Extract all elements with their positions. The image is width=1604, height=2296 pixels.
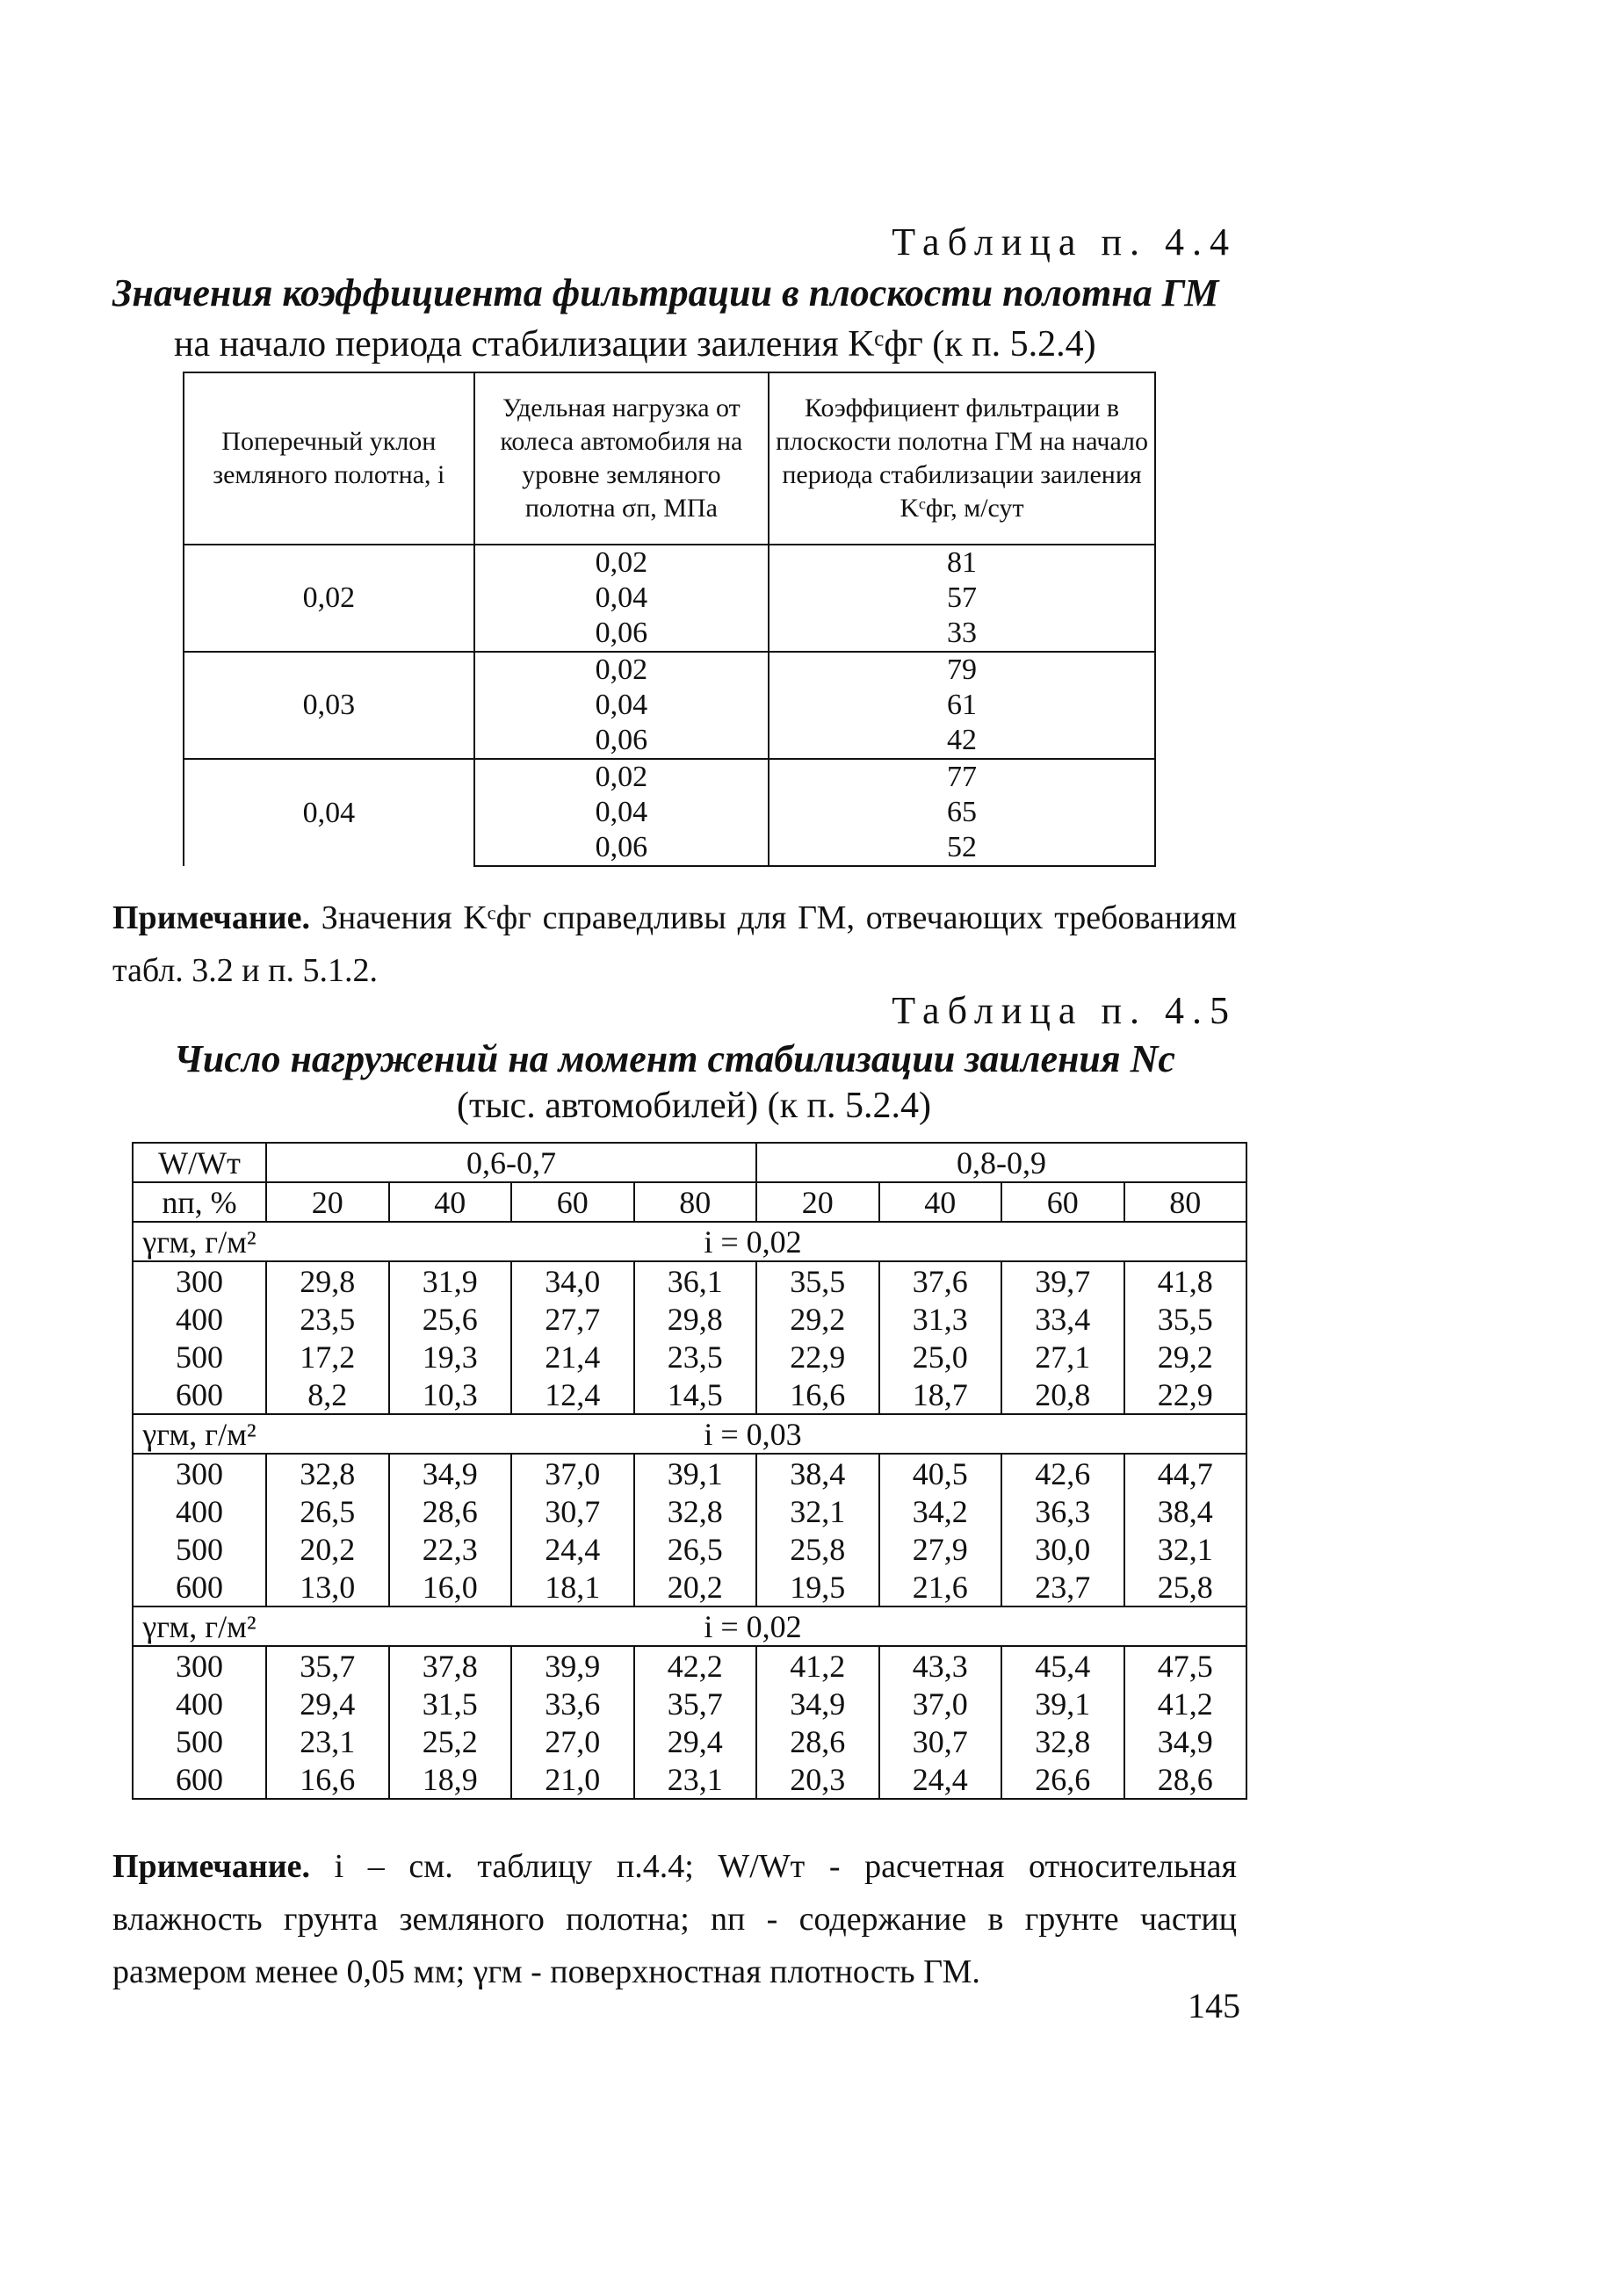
- t45-np-value: 80: [1124, 1182, 1247, 1222]
- t45-cell: 45,4: [1001, 1646, 1124, 1685]
- t45-cell: 22,3: [389, 1530, 512, 1568]
- t45-np-value: 60: [511, 1182, 634, 1222]
- t45-cell: 32,8: [634, 1492, 757, 1530]
- t45-cell: 34,9: [1124, 1722, 1247, 1760]
- t45-cell: 21,4: [511, 1338, 634, 1375]
- table-row: [133, 1261, 1246, 1300]
- t45-np-value: 40: [879, 1182, 1002, 1222]
- t45-gamma-value: 400: [133, 1685, 266, 1722]
- t45-cell: 25,8: [1124, 1568, 1247, 1606]
- table-row: [184, 545, 1155, 581]
- t45-cell: 16,6: [756, 1375, 879, 1414]
- table-row: [133, 1454, 1246, 1492]
- t45-cell: 36,1: [634, 1261, 757, 1300]
- table-row: [133, 1646, 1246, 1685]
- t45-cell: 31,5: [389, 1685, 512, 1722]
- t45-cell: 13,0: [266, 1568, 389, 1606]
- t45-cell: 41,2: [1124, 1685, 1247, 1722]
- t45-gamma-value: 300: [133, 1454, 266, 1492]
- t44-header-load: Удельная нагрузка от колеса автомобиля на уровне земляного полотна σп, МПа: [474, 372, 769, 545]
- t45-cell: 20,2: [266, 1530, 389, 1568]
- note-label: Примечание.: [112, 1848, 310, 1885]
- t45-cell: 21,6: [879, 1568, 1002, 1606]
- table-row: [184, 759, 1155, 795]
- t44-coef: 79: [769, 652, 1155, 688]
- t45-cell: 22,9: [756, 1338, 879, 1375]
- t45-cell: 41,2: [756, 1646, 879, 1685]
- t45-np-label: nп, %: [133, 1182, 266, 1222]
- table-4-5-subtitle: (тыс. автомобилей) (к п. 5.2.4): [457, 1086, 931, 1126]
- t44-slope: 0,03: [184, 652, 474, 759]
- table-row: [133, 1568, 1246, 1606]
- t45-cell: 30,7: [511, 1492, 634, 1530]
- t44-coef: 33: [769, 616, 1155, 652]
- t45-cell: 12,4: [511, 1375, 634, 1414]
- t45-cell: 8,2: [266, 1375, 389, 1414]
- t45-gamma-value: 600: [133, 1760, 266, 1799]
- t45-cell: 32,1: [756, 1492, 879, 1530]
- t45-gamma-label: γгм, г/м²: [142, 1608, 256, 1644]
- t45-gamma-value: 500: [133, 1338, 266, 1375]
- t45-block-header: [133, 1222, 1246, 1261]
- t45-cell: 25,2: [389, 1722, 512, 1760]
- t45-cell: 35,5: [756, 1261, 879, 1300]
- table-subheader-row: [133, 1414, 1246, 1454]
- t44-coef: 52: [769, 830, 1155, 866]
- t45-cell: 32,1: [1124, 1530, 1247, 1568]
- t45-cell: 27,9: [879, 1530, 1002, 1568]
- t45-cell: 33,6: [511, 1685, 634, 1722]
- table-4-5: [132, 1142, 1247, 1800]
- t45-cell: 30,0: [1001, 1530, 1124, 1568]
- t45-block-header: [133, 1414, 1246, 1454]
- t45-cell: 31,9: [389, 1261, 512, 1300]
- t45-i-label: i = 0,03: [704, 1416, 802, 1452]
- t45-w-label: W/Wт: [133, 1143, 266, 1182]
- table-header-row: [133, 1182, 1246, 1222]
- t45-cell: 16,0: [389, 1568, 512, 1606]
- note-text: i – см. таблицу п.4.4; W/Wт - расчетная относительная влажность грунта земляного полотна; nп - содержание в грунте частиц размером менее 0,05 мм; γгм - поверхностная плотность ГМ.: [112, 1848, 1238, 1990]
- t45-cell: 32,8: [266, 1454, 389, 1492]
- t45-cell: 24,4: [879, 1760, 1002, 1799]
- t45-cell: 37,0: [511, 1454, 634, 1492]
- t45-cell: 14,5: [634, 1375, 757, 1414]
- t45-gamma-value: 500: [133, 1722, 266, 1760]
- t45-cell: 16,6: [266, 1760, 389, 1799]
- t44-slope: 0,02: [184, 545, 474, 652]
- t44-load: 0,02: [474, 759, 769, 795]
- t45-cell: 18,9: [389, 1760, 512, 1799]
- t45-cell: 23,1: [266, 1722, 389, 1760]
- t45-cell: 42,2: [634, 1646, 757, 1685]
- t45-cell: 20,2: [634, 1568, 757, 1606]
- t45-cell: 26,5: [266, 1492, 389, 1530]
- t45-cell: 10,3: [389, 1375, 512, 1414]
- t45-cell: 37,0: [879, 1685, 1002, 1722]
- t45-cell: 22,9: [1124, 1375, 1247, 1414]
- t44-slope: 0,04: [184, 759, 474, 866]
- t45-np-value: 20: [266, 1182, 389, 1222]
- t45-gamma-value: 300: [133, 1646, 266, 1685]
- table-row: [133, 1338, 1246, 1375]
- table-row: [133, 1760, 1246, 1799]
- t45-cell: 38,4: [756, 1454, 879, 1492]
- t45-cell: 21,0: [511, 1760, 634, 1799]
- t45-cell: 35,5: [1124, 1300, 1247, 1338]
- t44-coef: 65: [769, 795, 1155, 830]
- t45-block-header: [133, 1606, 1246, 1646]
- t45-gamma-value: 600: [133, 1568, 266, 1606]
- t45-cell: 23,5: [266, 1300, 389, 1338]
- t45-cell: 29,2: [1124, 1338, 1247, 1375]
- t45-cell: 39,9: [511, 1646, 634, 1685]
- t45-cell: 43,3: [879, 1646, 1002, 1685]
- table-row: [133, 1300, 1246, 1338]
- table-subheader-row: [133, 1222, 1246, 1261]
- t45-cell: 23,5: [634, 1338, 757, 1375]
- t45-cell: 35,7: [266, 1646, 389, 1685]
- t44-coef: 61: [769, 688, 1155, 723]
- t45-cell: 42,6: [1001, 1454, 1124, 1492]
- page-number: 145: [1188, 1986, 1240, 2025]
- t45-cell: 27,1: [1001, 1338, 1124, 1375]
- t45-cell: 34,2: [879, 1492, 1002, 1530]
- t45-cell: 19,3: [389, 1338, 512, 1375]
- t45-gamma-label: γгм, г/м²: [142, 1224, 256, 1260]
- t45-cell: 30,7: [879, 1722, 1002, 1760]
- t45-cell: 44,7: [1124, 1454, 1247, 1492]
- t45-cell: 33,4: [1001, 1300, 1124, 1338]
- table-row: [133, 1375, 1246, 1414]
- t44-load: 0,04: [474, 795, 769, 830]
- t45-gamma-value: 400: [133, 1492, 266, 1530]
- t45-cell: 36,3: [1001, 1492, 1124, 1530]
- table-4-4-caption: Таблица п. 4.4: [892, 220, 1237, 264]
- table-4-4-subtitle: на начало периода стабилизации заиления Kᶜфг (к п. 5.2.4): [174, 324, 1096, 365]
- t45-w-group: 0,6-0,7: [266, 1143, 756, 1182]
- t45-cell: 26,5: [634, 1530, 757, 1568]
- t45-cell: 39,7: [1001, 1261, 1124, 1300]
- t45-cell: 29,4: [634, 1722, 757, 1760]
- t44-load: 0,02: [474, 652, 769, 688]
- t45-cell: 19,5: [756, 1568, 879, 1606]
- t44-load: 0,06: [474, 616, 769, 652]
- t45-cell: 38,4: [1124, 1492, 1247, 1530]
- t44-load: 0,02: [474, 545, 769, 581]
- t45-cell: 34,9: [756, 1685, 879, 1722]
- table-row: [184, 652, 1155, 688]
- table-4-4-note: [112, 892, 1237, 997]
- t44-coef: 57: [769, 581, 1155, 616]
- t44-load: 0,04: [474, 581, 769, 616]
- t45-cell: 35,7: [634, 1685, 757, 1722]
- t45-cell: 40,5: [879, 1454, 1002, 1492]
- t45-cell: 20,8: [1001, 1375, 1124, 1414]
- t45-cell: 39,1: [634, 1454, 757, 1492]
- table-row: [133, 1722, 1246, 1760]
- t45-cell: 18,7: [879, 1375, 1002, 1414]
- t44-load: 0,06: [474, 830, 769, 866]
- table-4-5-caption: Таблица п. 4.5: [892, 989, 1237, 1032]
- t45-cell: 29,2: [756, 1300, 879, 1338]
- t45-cell: 31,3: [879, 1300, 1002, 1338]
- t45-cell: 27,0: [511, 1722, 634, 1760]
- t45-cell: 20,3: [756, 1760, 879, 1799]
- t45-gamma-value: 300: [133, 1261, 266, 1300]
- t45-cell: 18,1: [511, 1568, 634, 1606]
- t45-cell: 37,8: [389, 1646, 512, 1685]
- t45-cell: 39,1: [1001, 1685, 1124, 1722]
- t45-w-group: 0,8-0,9: [756, 1143, 1246, 1182]
- table-header-row: [133, 1143, 1246, 1182]
- t45-cell: 29,8: [634, 1300, 757, 1338]
- t45-gamma-label: γгм, г/м²: [142, 1416, 256, 1452]
- t45-cell: 27,7: [511, 1300, 634, 1338]
- t45-cell: 41,8: [1124, 1261, 1247, 1300]
- t45-np-value: 40: [389, 1182, 512, 1222]
- t45-cell: 34,0: [511, 1261, 634, 1300]
- table-subheader-row: [133, 1606, 1246, 1646]
- t45-cell: 24,4: [511, 1530, 634, 1568]
- t45-cell: 47,5: [1124, 1646, 1247, 1685]
- table-row: [133, 1530, 1246, 1568]
- t45-np-value: 60: [1001, 1182, 1124, 1222]
- t45-cell: 23,7: [1001, 1568, 1124, 1606]
- table-4-4: [183, 372, 1156, 867]
- note-text: Значения Kᶜфг справедливы для ГМ, отвечающих требованиям табл. 3.2 и п. 5.1.2.: [112, 899, 1238, 989]
- t45-np-value: 80: [634, 1182, 757, 1222]
- t44-load: 0,04: [474, 688, 769, 723]
- t45-cell: 28,6: [1124, 1760, 1247, 1799]
- t45-cell: 23,1: [634, 1760, 757, 1799]
- t45-np-value: 20: [756, 1182, 879, 1222]
- t44-load: 0,06: [474, 723, 769, 759]
- t45-cell: 26,6: [1001, 1760, 1124, 1799]
- t45-gamma-value: 600: [133, 1375, 266, 1414]
- t45-cell: 29,4: [266, 1685, 389, 1722]
- t45-cell: 17,2: [266, 1338, 389, 1375]
- t44-coef: 42: [769, 723, 1155, 759]
- t45-cell: 29,8: [266, 1261, 389, 1300]
- table-4-5-title: Число нагружений на момент стабилизации заиления Nc: [174, 1037, 1175, 1080]
- t45-cell: 34,9: [389, 1454, 512, 1492]
- table-row: [133, 1685, 1246, 1722]
- t44-header-slope: Поперечный уклон земляного полотна, i: [184, 372, 474, 545]
- t45-cell: 25,8: [756, 1530, 879, 1568]
- t45-cell: 28,6: [756, 1722, 879, 1760]
- note-label: Примечание.: [112, 899, 310, 936]
- t45-gamma-value: 400: [133, 1300, 266, 1338]
- table-4-4-title: Значения коэффициента фильтрации в плоскости полотна ГМ: [112, 271, 1219, 314]
- t44-coef: 77: [769, 759, 1155, 795]
- table-4-5-note: [112, 1840, 1237, 1998]
- t45-cell: 28,6: [389, 1492, 512, 1530]
- t45-i-label: i = 0,02: [704, 1224, 802, 1260]
- t44-header-coef: Коэффициент фильтрации в плоскости полотна ГМ на начало периода стабилизации заиления Kᶜфг, м/сут: [769, 372, 1155, 545]
- t44-coef: 81: [769, 545, 1155, 581]
- t45-cell: 25,6: [389, 1300, 512, 1338]
- t45-i-label: i = 0,02: [704, 1608, 802, 1644]
- t45-cell: 25,0: [879, 1338, 1002, 1375]
- t45-gamma-value: 500: [133, 1530, 266, 1568]
- table-row: [133, 1492, 1246, 1530]
- t45-cell: 37,6: [879, 1261, 1002, 1300]
- t45-cell: 32,8: [1001, 1722, 1124, 1760]
